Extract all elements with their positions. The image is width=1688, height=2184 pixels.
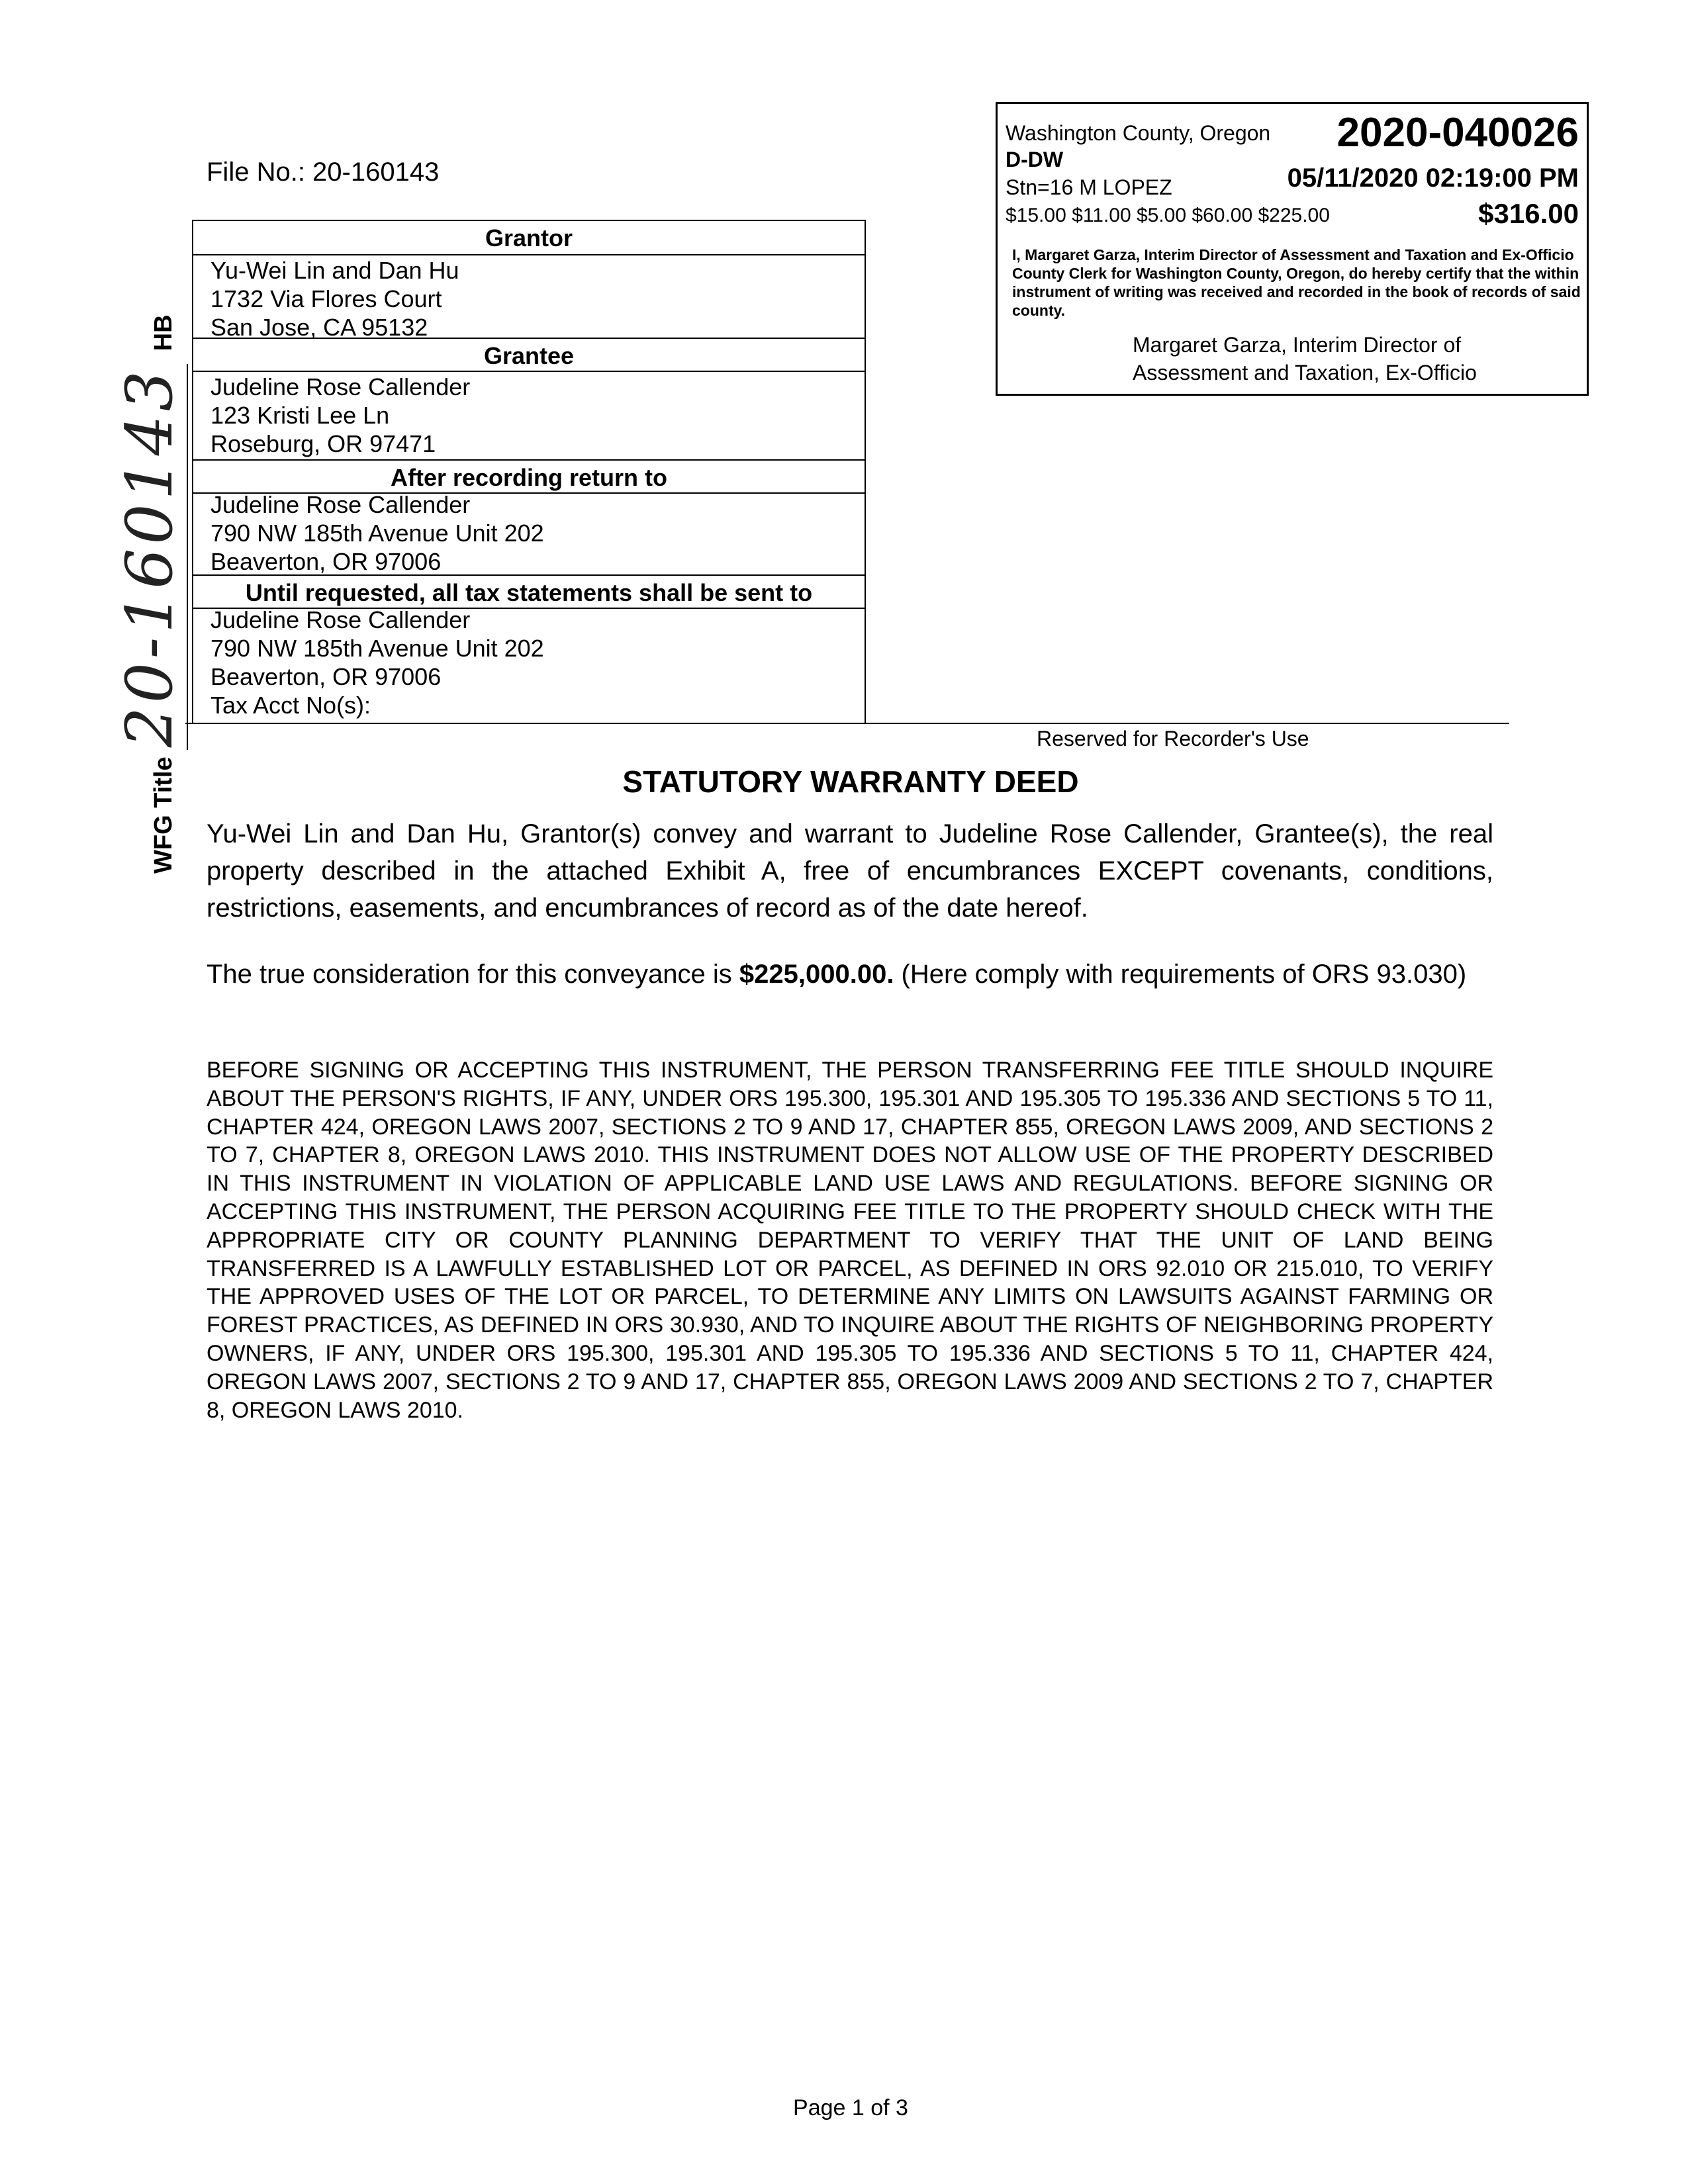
party-table <box>192 220 866 724</box>
margin-file-annotation <box>113 314 187 874</box>
recorder-county: Washington County, Oregon <box>1006 121 1271 145</box>
margin-title-company: WFG Title <box>150 756 177 874</box>
return-line: 790 NW 185th Avenue Unit 202 <box>211 520 544 547</box>
clerk-signatory-title: Assessment and Taxation, Ex-Officio <box>1133 361 1477 385</box>
consideration-prefix: The true consideration for this conveyance is <box>207 960 739 989</box>
tax-heading: Until requested, all tax statements shall be sent to <box>193 574 865 609</box>
tax-line: Beaverton, OR 97006 <box>211 663 442 690</box>
recording-station: Stn=16 M LOPEZ <box>1006 175 1172 199</box>
recording-datetime: 05/11/2020 02:19:00 PM <box>1287 163 1579 193</box>
document-title: STATUTORY WARRANTY DEED <box>622 764 1079 799</box>
return-heading: After recording return to <box>193 459 865 494</box>
consideration-suffix: (Here comply with requirements of ORS 93.030) <box>894 960 1467 989</box>
recorder-stamp-box <box>996 102 1589 396</box>
margin-handwritten-file-number: 20-160143 <box>113 364 188 750</box>
grantee-heading: Grantee <box>193 338 865 372</box>
recording-fees: $15.00 $11.00 $5.00 $60.00 $225.00 <box>1006 205 1330 226</box>
grantee-line: Judeline Rose Callender <box>211 373 471 400</box>
consideration-paragraph <box>207 956 1493 993</box>
tax-line: 790 NW 185th Avenue Unit 202 <box>211 635 544 662</box>
tax-line: Judeline Rose Callender <box>211 606 471 633</box>
clerk-signatory: Margaret Garza, Interim Director of <box>1133 333 1462 357</box>
consideration-amount: $225,000.00. <box>739 960 894 989</box>
recording-fee-total: $316.00 <box>1478 198 1579 229</box>
grantor-line: San Jose, CA 95132 <box>211 314 428 341</box>
return-line: Judeline Rose Callender <box>211 491 471 518</box>
return-line: Beaverton, OR 97006 <box>211 548 442 575</box>
conveyance-paragraph: Yu-Wei Lin and Dan Hu, Grantor(s) convey and warrant to Judeline Rose Callender, Grantee(s), the real property described in the attached Exhibit A, free of encumbrances EXCEPT covenants, conditions, restrictions, easements, and encumbrances of record as of the date hereof. <box>207 819 1493 923</box>
grantor-line: Yu-Wei Lin and Dan Hu <box>211 257 459 284</box>
grantee-line: 123 Kristi Lee Ln <box>211 402 390 429</box>
grantee-line: Roseburg, OR 97471 <box>211 430 436 457</box>
land-use-warning-paragraph: BEFORE SIGNING OR ACCEPTING THIS INSTRUMENT, THE PERSON TRANSFERRING FEE TITLE SHOULD INQUIRE ABOUT THE PERSON'S RIGHTS, IF ANY, UNDER ORS 195.300, 195.301 AND 195.305 TO 195.336 AND SECTIONS 5 TO 11, CHAPTER 424, OREGON LAWS 2007, SECTIONS 2 TO 9 AND 17, CHAPTER 855, OREGON LAWS 2009, AND SECTIONS 2 TO 7, CHAPTER 8, OREGON LAWS 2010. THIS INSTRUMENT DOES NOT ALLOW USE OF THE PROPERTY DESCRIBED IN THIS INSTRUMENT IN VIOLATION OF APPLICABLE LAND USE LAWS AND REGULATIONS. BEFORE SIGNING OR ACCEPTING THIS INSTRUMENT, THE PERSON ACQUIRING FEE TITLE TO THE PROPERTY SHOULD CHECK WITH THE APPROPRIATE CITY OR COUNTY PLANNING DEPARTMENT TO VERIFY THAT THE UNIT OF LAND BEING TRANSFERRED IS A LAWFULLY ESTABLISHED LOT OR PARCEL, AS DEFINED IN ORS 92.010 OR 215.010, TO VERIFY THE APPROVED USES OF THE LOT OR PARCEL, TO DETERMINE ANY LIMITS ON LAWSUITS AGAINST FARMING OR FOREST PRACTICES, AS DEFINED IN ORS 30.930, AND TO INQUIRE ABOUT THE RIGHTS OF NEIGHBORING PROPERTY OWNERS, IF ANY, UNDER ORS 195.300, 195.301 AND 195.305 TO 195.336 AND SECTIONS 5 TO 11, CHAPTER 424, OREGON LAWS 2007, SECTIONS 2 TO 9 AND 17, CHAPTER 855, OREGON LAWS 2009 AND SECTIONS 2 TO 7, CHAPTER 8, OREGON LAWS 2010. <box>207 1058 1493 1423</box>
grantor-line: 1732 Via Flores Court <box>211 285 442 312</box>
reserved-for-recorder-label: Reserved for Recorder's Use <box>1037 727 1309 751</box>
clerk-certification: I, Margaret Garza, Interim Director of Assessment and Taxation and Ex-Officio County Clerk for Washington County, Oregon, do hereby certify that the within instrument of writing was received and recorded in the book of records of said county. <box>1012 246 1581 319</box>
margin-initials: HB <box>150 314 177 351</box>
tax-account-label: Tax Acct No(s): <box>211 692 371 719</box>
recorder-divider-rule <box>185 723 1509 724</box>
file-number: File No.: 20-160143 <box>207 158 440 187</box>
grantor-heading: Grantor <box>193 221 865 255</box>
page-number: Page 1 of 3 <box>793 2095 908 2120</box>
document-type-code: D-DW <box>1006 148 1064 171</box>
recording-number: 2020-040026 <box>1336 110 1579 156</box>
